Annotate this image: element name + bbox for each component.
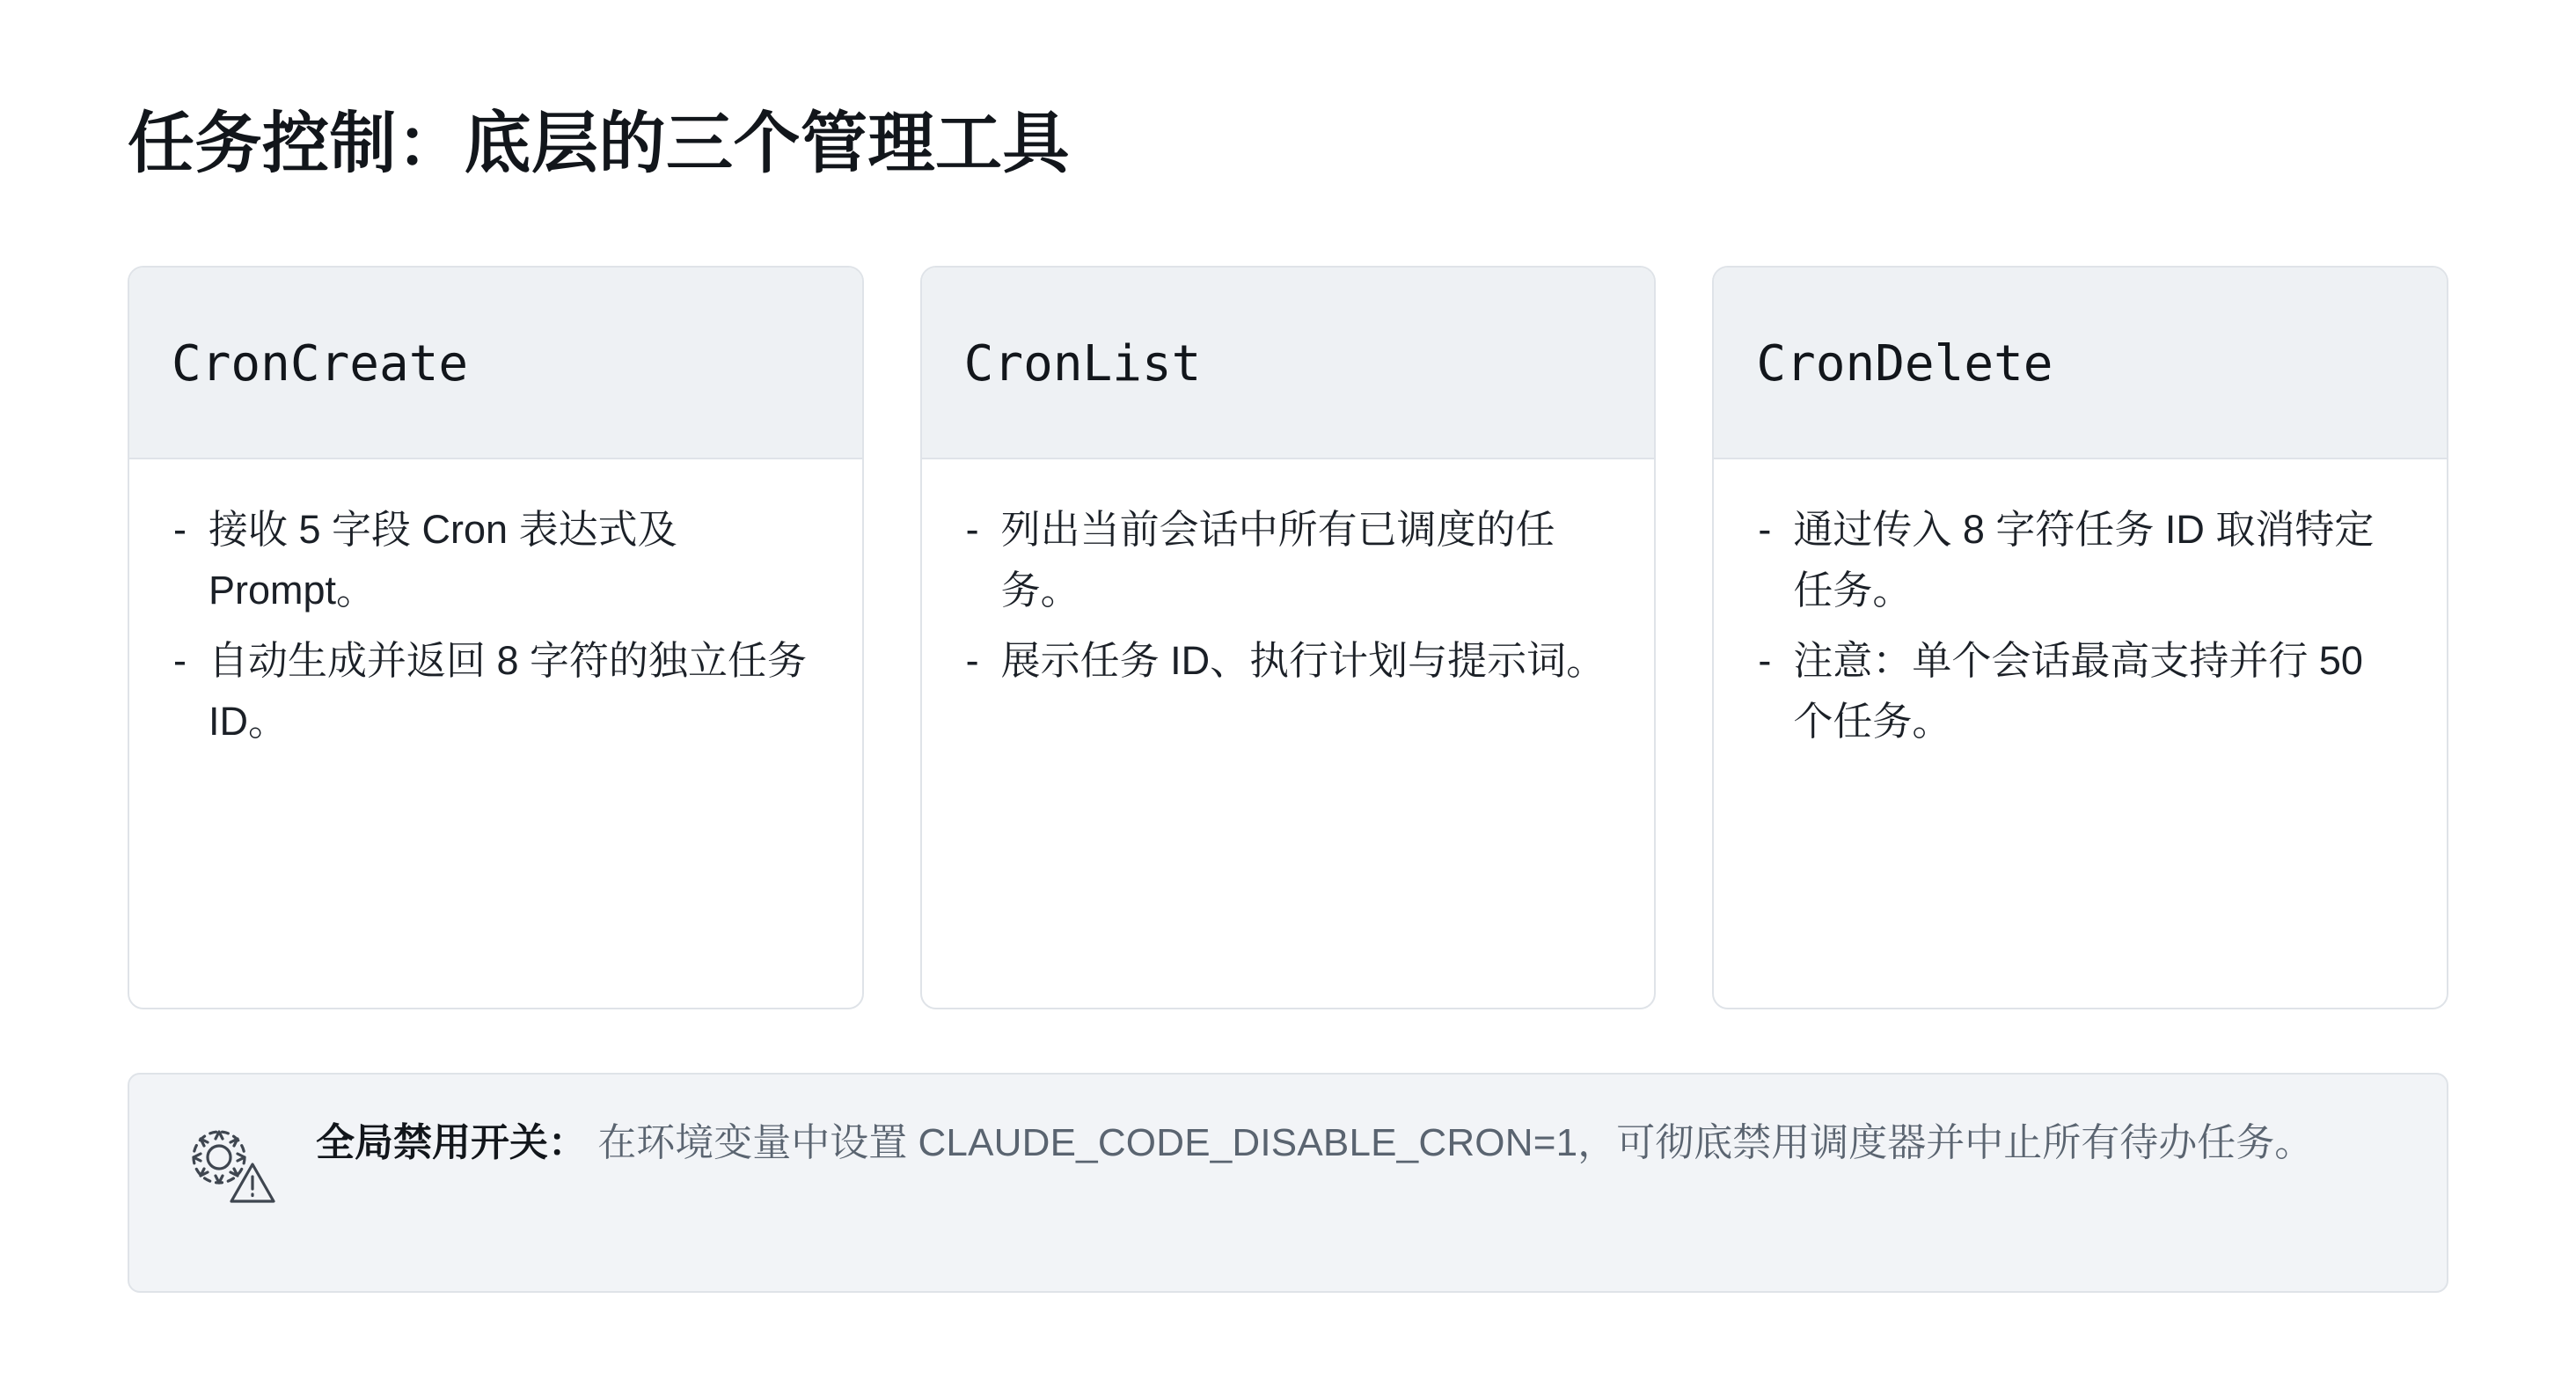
tool-card-body (1714, 459, 2447, 1008)
list-item (168, 500, 823, 620)
bullet-dash-icon: - (173, 507, 187, 553)
tool-card-croncreate (128, 266, 864, 1009)
bullet-dash-icon: - (965, 507, 979, 553)
tool-card-bullet-list (1753, 500, 2408, 752)
list-item (961, 500, 1616, 620)
gear-warning-icon (175, 1115, 281, 1212)
global-disable-note-prefix: 在环境变量中设置 (587, 1121, 918, 1165)
bullet-text: 列出当前会话中所有已调度的任务。 (1000, 507, 1555, 613)
tool-card-cronlist (920, 266, 1657, 1009)
bullet-text: 接收 5 字段 Cron 表达式及 Prompt。 (209, 507, 677, 613)
list-item (1753, 500, 2408, 620)
bullet-text: 通过传入 8 字符任务 ID 取消特定任务。 (1793, 507, 2375, 613)
tool-card-title: CronDelete (1756, 334, 2053, 393)
tool-card-bullet-list (961, 500, 1616, 691)
global-disable-note-label: 全局禁用开关： (316, 1121, 587, 1165)
bullet-text: 自动生成并返回 8 字符的独立任务 ID。 (209, 638, 808, 744)
global-disable-note (128, 1073, 2448, 1293)
global-disable-note-text (316, 1110, 2313, 1173)
list-item (168, 631, 823, 752)
tool-card-body (922, 459, 1655, 1008)
tool-card-crondelete (1712, 266, 2448, 1009)
tool-card-bullet-list (168, 500, 823, 752)
list-item (1753, 631, 2408, 752)
tool-card-header (1714, 268, 2447, 459)
bullet-dash-icon: - (965, 638, 979, 684)
tool-card-header (922, 268, 1655, 459)
bullet-dash-icon: - (1758, 507, 1772, 553)
bullet-text: 展示任务 ID、执行计划与提示词。 (1000, 638, 1606, 684)
tool-card-title: CronList (963, 334, 1202, 393)
env-var-code: CLAUDE_CODE_DISABLE_CRON=1 (918, 1121, 1578, 1165)
list-item (961, 631, 1616, 691)
tool-cards-row (128, 266, 2448, 1009)
tool-card-header (129, 268, 862, 459)
global-disable-note-suffix: ，可彻底禁用调度器并中止所有待办任务。 (1577, 1121, 2314, 1165)
bullet-text: 注意：单个会话最高支持并行 50 个任务。 (1793, 638, 2363, 744)
bullet-dash-icon: - (173, 638, 187, 684)
page-title: 任务控制：底层的三个管理工具 (128, 106, 1070, 181)
tool-card-title: CronCreate (172, 334, 469, 393)
tool-card-body (129, 459, 862, 1008)
bullet-dash-icon: - (1758, 638, 1772, 684)
